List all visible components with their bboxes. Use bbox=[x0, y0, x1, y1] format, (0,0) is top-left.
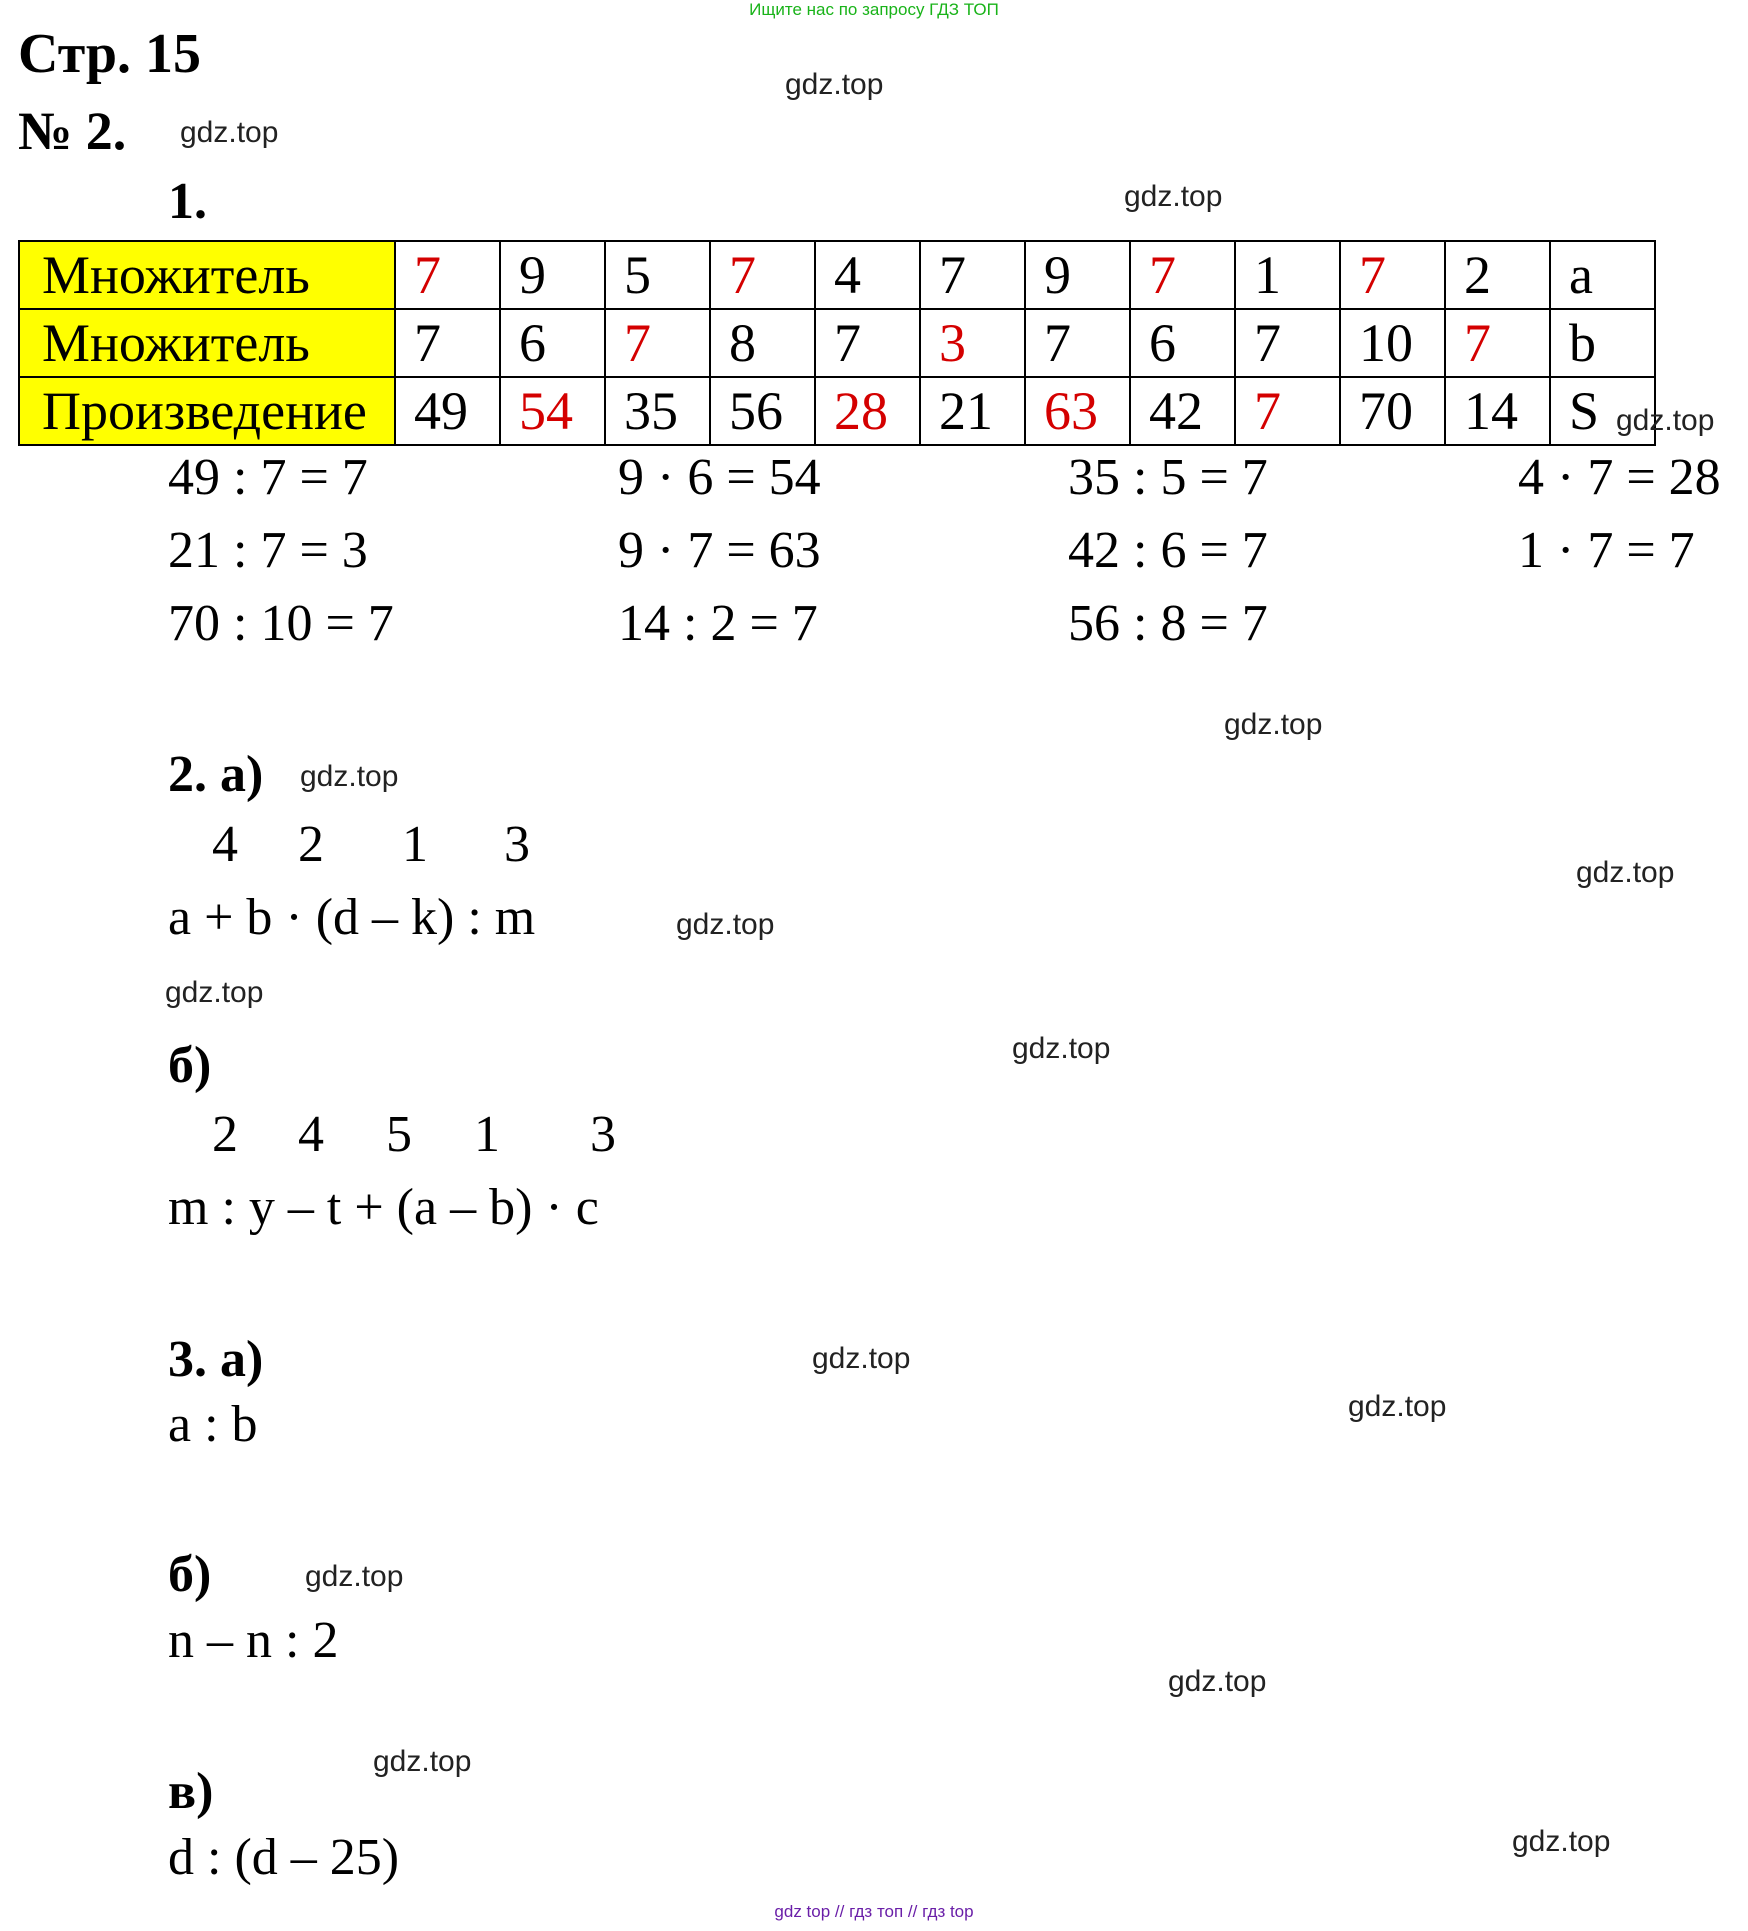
order-number: 1 bbox=[474, 1106, 500, 1163]
table-row bbox=[19, 377, 1655, 445]
table-cell: 8 bbox=[710, 309, 815, 377]
table-cell: 9 bbox=[1025, 241, 1130, 309]
task3c-label: в) bbox=[168, 1763, 214, 1820]
watermark: gdz.top bbox=[785, 68, 884, 101]
table-cell: 3 bbox=[920, 309, 1025, 377]
table-cell: 7 bbox=[815, 309, 920, 377]
order-number: 3 bbox=[590, 1106, 616, 1163]
page-title: Стр. 15 bbox=[18, 23, 202, 85]
equation: 1 · 7 = 7 bbox=[1518, 522, 1695, 579]
expression-2b: m : y – t + (a – b) · c bbox=[168, 1179, 599, 1236]
equation: 9 · 6 = 54 bbox=[618, 449, 821, 506]
watermark: gdz.top bbox=[1168, 1665, 1267, 1698]
equation: 49 : 7 = 7 bbox=[168, 449, 368, 506]
expression-3c: d : (d – 25) bbox=[168, 1829, 400, 1886]
table-cell: 21 bbox=[920, 377, 1025, 445]
table-cell: 14 bbox=[1445, 377, 1550, 445]
watermark: gdz.top bbox=[1124, 180, 1223, 213]
table-cell: 49 bbox=[395, 377, 500, 445]
table-cell: 7 bbox=[1130, 241, 1235, 309]
task2a-label: 2. а) bbox=[168, 746, 264, 803]
table-cell: 6 bbox=[500, 309, 605, 377]
task3a-label: 3. а) bbox=[168, 1331, 264, 1388]
watermark: gdz.top bbox=[373, 1745, 472, 1778]
watermark: gdz.top bbox=[812, 1342, 911, 1375]
order-number: 3 bbox=[504, 816, 530, 873]
watermark: gdz.top bbox=[180, 116, 279, 149]
table-cell: 56 bbox=[710, 377, 815, 445]
expression-3b: n – n : 2 bbox=[168, 1612, 339, 1669]
equation: 56 : 8 = 7 bbox=[1068, 595, 1268, 652]
table-cell: 7 bbox=[1340, 241, 1445, 309]
table-cell: 10 bbox=[1340, 309, 1445, 377]
equation: 4 · 7 = 28 bbox=[1518, 449, 1721, 506]
watermark: gdz.top bbox=[1512, 1825, 1611, 1858]
table-cell: 7 bbox=[395, 309, 500, 377]
table-cell: b bbox=[1550, 309, 1655, 377]
multiplication-table bbox=[18, 240, 1656, 446]
table-cell: 9 bbox=[500, 241, 605, 309]
watermark: gdz.top bbox=[676, 908, 775, 941]
table-cell: 28 bbox=[815, 377, 920, 445]
watermark: gdz.top bbox=[1012, 1032, 1111, 1065]
bottom-banner: gdz top // гдз топ // гдз top bbox=[774, 1902, 974, 1921]
task3b-label: б) bbox=[168, 1546, 212, 1603]
table-cell: 5 bbox=[605, 241, 710, 309]
task2b-label: б) bbox=[168, 1037, 212, 1094]
order-number: 2 bbox=[212, 1106, 238, 1163]
table-cell: 70 bbox=[1340, 377, 1445, 445]
table-cell: 7 bbox=[1445, 309, 1550, 377]
equation: 42 : 6 = 7 bbox=[1068, 522, 1268, 579]
equation: 35 : 5 = 7 bbox=[1068, 449, 1268, 506]
table-cell: 54 bbox=[500, 377, 605, 445]
table-cell: 7 bbox=[1025, 309, 1130, 377]
table-cell: 7 bbox=[1235, 377, 1340, 445]
watermark: gdz.top bbox=[165, 976, 264, 1009]
table-cell: 1 bbox=[1235, 241, 1340, 309]
order-number: 1 bbox=[402, 816, 428, 873]
table-row bbox=[19, 309, 1655, 377]
table-cell: 7 bbox=[920, 241, 1025, 309]
expression-2a: a + b · (d – k) : m bbox=[168, 889, 536, 946]
watermark: gdz.top bbox=[305, 1560, 404, 1593]
table-cell: 7 bbox=[395, 241, 500, 309]
table-cell: S bbox=[1550, 377, 1655, 445]
table-cell: 63 bbox=[1025, 377, 1130, 445]
watermark: gdz.top bbox=[300, 760, 399, 793]
row-label: Множитель bbox=[19, 309, 395, 377]
watermark: gdz.top bbox=[1224, 708, 1323, 741]
equation: 9 · 7 = 63 bbox=[618, 522, 821, 579]
equation: 14 : 2 = 7 bbox=[618, 595, 818, 652]
table-cell: 4 bbox=[815, 241, 920, 309]
order-number: 2 bbox=[298, 816, 324, 873]
table-cell: 6 bbox=[1130, 309, 1235, 377]
watermark: gdz.top bbox=[1348, 1390, 1447, 1423]
table-cell: 7 bbox=[710, 241, 815, 309]
equation: 70 : 10 = 7 bbox=[168, 595, 394, 652]
table-cell: 7 bbox=[605, 309, 710, 377]
exercise-title: № 2. bbox=[18, 101, 127, 161]
order-number: 5 bbox=[386, 1106, 412, 1163]
table-cell: 7 bbox=[1235, 309, 1340, 377]
table-cell: 42 bbox=[1130, 377, 1235, 445]
equation: 21 : 7 = 3 bbox=[168, 522, 368, 579]
order-number: 4 bbox=[212, 816, 238, 873]
row-label: Произведение bbox=[19, 377, 395, 445]
top-banner: Ищите нас по запросу ГДЗ ТОП bbox=[749, 0, 999, 19]
table-cell: 2 bbox=[1445, 241, 1550, 309]
watermark: gdz.top bbox=[1576, 856, 1675, 889]
table-row bbox=[19, 241, 1655, 309]
order-number: 4 bbox=[298, 1106, 324, 1163]
task1-label: 1. bbox=[168, 173, 207, 230]
expression-3a: a : b bbox=[168, 1396, 258, 1453]
watermark: gdz.top bbox=[1616, 404, 1715, 437]
table-cell: 35 bbox=[605, 377, 710, 445]
table-cell: a bbox=[1550, 241, 1655, 309]
row-label: Множитель bbox=[19, 241, 395, 309]
